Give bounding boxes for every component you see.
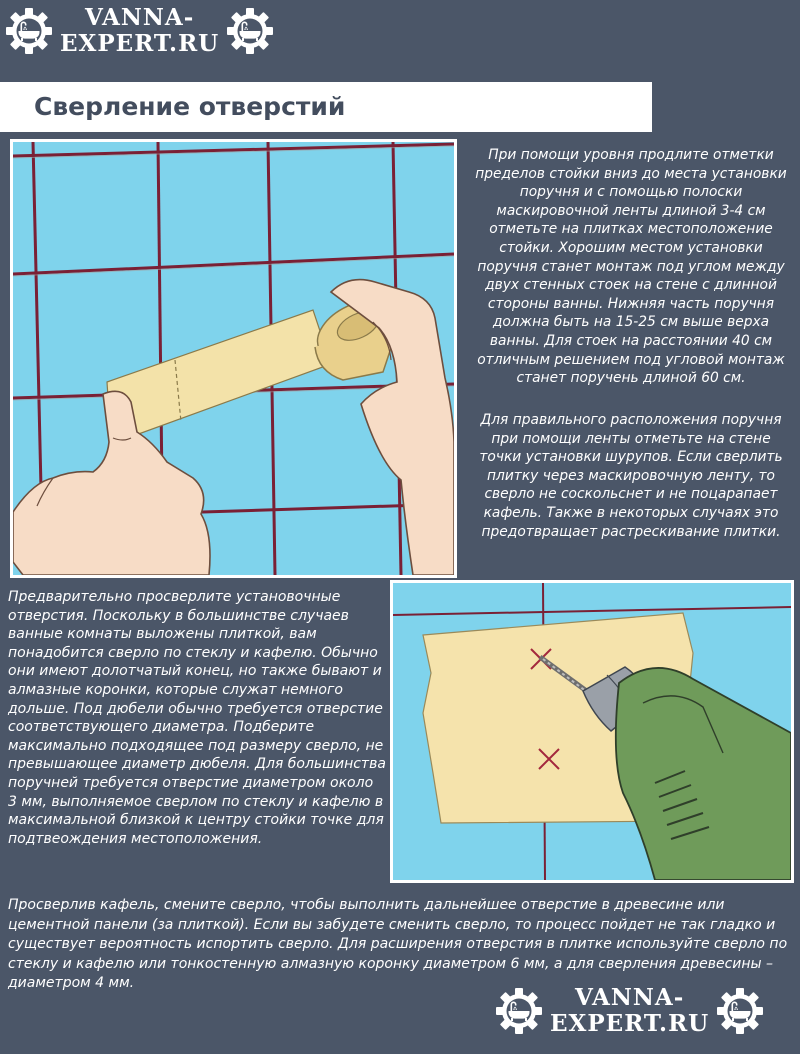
gear-bathtub-icon — [717, 988, 763, 1034]
gear-bathtub-icon — [496, 988, 542, 1034]
paragraph-pre-drill: Предварительно просверлите установочные отверстия. Поскольку в большинстве случаев ванные комнаты выложены плиткой, вам понадобится сверло по стеклу и кафелю. Обычно они имеют долотчатый конец, но также бывают и алмазные коронки, которые служат немного дольше. Под дюбели обычно требуется отверстие соответствующего диаметра. Подберите максимально подходящее под размеру сверло, не превышающее диаметр дюбеля. Для большинства поручней требуется отверстие диаметром около 3 мм, выполняемое сверлом по стеклу и кафелю в максимальной близкой к центру стойки точке для подтвеождения местоположения. — [8, 589, 386, 847]
paragraph-mark-stud: При помощи уровня продлите отметки пределов стойки вниз до места установки поручня и с помощью полоски маскировочной ленты длиной 3-4 см отметьте на плитках местоположение стойки. Хорошим местом установки поручня станет монтаж под углом между двух стенных стоек на стене с длинной стороны ванны. Нижняя часть поручня должна быть на 15-25 см выше верха ванны. Для стоек на расстоянии 40 см отличным решением под угловой монтаж станет поручень длиной 60 см. — [475, 147, 787, 387]
brand-logo-top[interactable] — [6, 5, 273, 57]
brand-name — [550, 985, 709, 1037]
illustration-drilling-frame — [390, 580, 794, 883]
brand-line-1: VANNA- — [84, 4, 195, 31]
brand-line-2: EXPERT.RU — [60, 30, 220, 57]
illustration-masking-tape — [13, 142, 454, 575]
title-bar — [0, 82, 652, 132]
gear-bathtub-icon — [6, 8, 52, 54]
paragraph-mark-screws: Для правильного расположения поручня при помощи ленты отметьте на стене точки установки шурупов. Если сверлить плитку через маскировочную ленту, то сверло не соскольснет и не поцарапает кафель. Также в некоторых случаях это предотвращает растрескивание плитки. — [479, 412, 783, 540]
illustration-drilling — [393, 583, 791, 880]
page-title: Сверление отверстий — [34, 92, 346, 121]
brand-logo-bottom[interactable] — [496, 985, 763, 1037]
illustration-masking-tape-frame — [10, 139, 457, 578]
brand-line-2: EXPERT.RU — [550, 1010, 710, 1037]
brand-line-1: VANNA- — [574, 984, 685, 1011]
gear-bathtub-icon — [227, 8, 273, 54]
paragraph-change-bit: Просверлив кафель, смените сверло, чтобы выполнить дальнейшее отверстие в древесине или цементной панели (за плиткой). Если вы забудете сменить сверло, то процесс пойдет не так гладко и существует вероятность испортить сверло. Для расширения отверстия в плитке используйте сверло по стеклу и кафелю или тонкостенную алмазную коронку диаметром 6 мм, а для сверления древесины – диаметром 4 мм. — [8, 897, 788, 991]
brand-name — [60, 5, 219, 57]
